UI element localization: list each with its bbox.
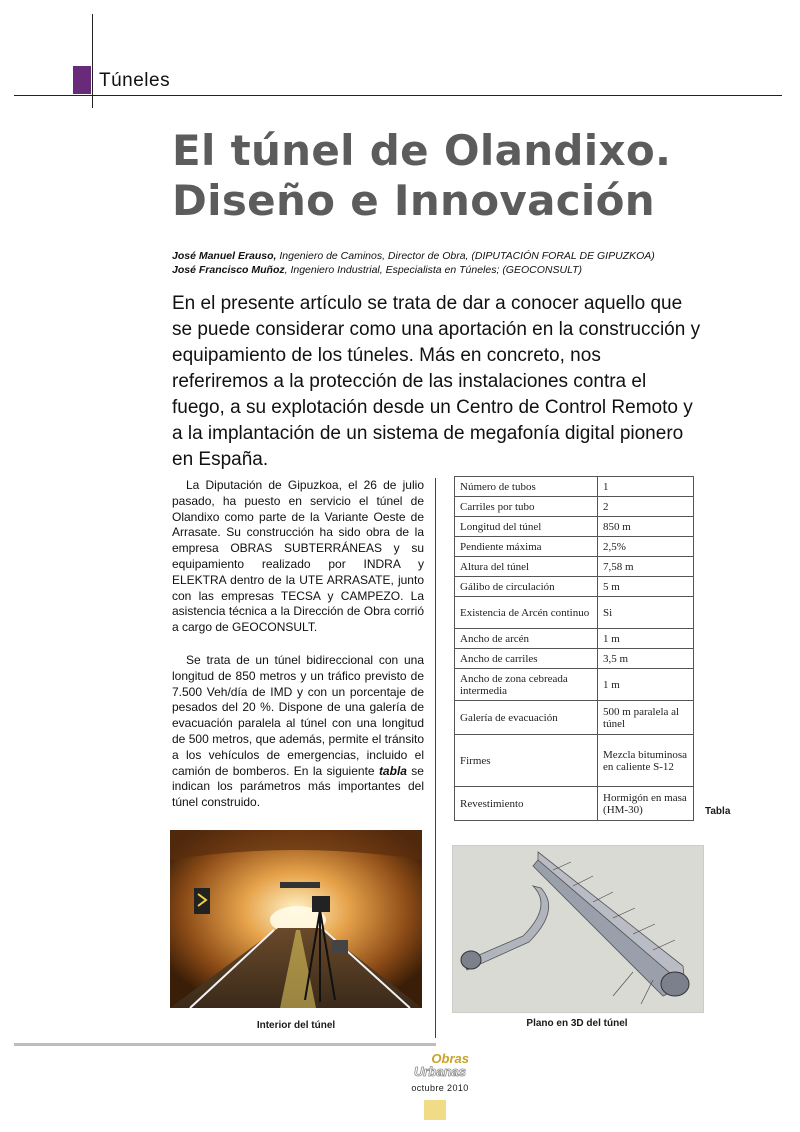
column-divider	[435, 478, 436, 1038]
table-param-cell: Existencia de Arcén continuo	[455, 597, 598, 629]
table-param-cell: Firmes	[455, 735, 598, 787]
table-param-cell: Pendiente máxima	[455, 537, 598, 557]
footer-rule	[14, 1043, 436, 1046]
page-number-box	[424, 1100, 446, 1120]
table-value-cell: 850 m	[598, 517, 694, 537]
header-vertical-rule	[92, 14, 93, 108]
author-2	[172, 263, 772, 277]
parameters-table	[454, 476, 694, 821]
table-row	[455, 701, 694, 735]
table-value-cell: 7,58 m	[598, 557, 694, 577]
table-row	[455, 735, 694, 787]
issue-date: octubre 2010	[411, 1083, 469, 1093]
table-param-cell: Número de tubos	[455, 477, 598, 497]
table-row	[455, 477, 694, 497]
section-color-marker	[73, 66, 91, 94]
table-value-cell: 5 m	[598, 577, 694, 597]
table-row	[455, 597, 694, 629]
table-value-cell: Mezcla bituminosa en caliente S-12	[598, 735, 694, 787]
table-value-cell: 3,5 m	[598, 649, 694, 669]
table-param-cell: Ancho de carriles	[455, 649, 598, 669]
interior-photo-caption: Interior del túnel	[256, 1020, 336, 1031]
table-param-cell: Gálibo de circulación	[455, 577, 598, 597]
title-line-1: El túnel de Olandixo.	[172, 126, 672, 175]
table-row	[455, 629, 694, 649]
table-param-cell: Galería de evacuación	[455, 701, 598, 735]
header-rule	[14, 95, 782, 96]
table-row	[455, 537, 694, 557]
table-param-cell: Ancho de zona cebreada intermedia	[455, 669, 598, 701]
table-param-cell: Ancho de arcén	[455, 629, 598, 649]
table-reference: tabla	[378, 763, 407, 778]
tunnel-3d-illustration	[453, 846, 703, 1012]
author-2-role: , Ingeniero Industrial, Especialista en Túneles; (GEOCONSULT)	[284, 264, 583, 276]
tunnel-3d-plan	[452, 845, 704, 1013]
parameters-table-body	[455, 477, 694, 821]
tunnel-interior-photo	[170, 830, 422, 1008]
table-value-cell: 2,5%	[598, 537, 694, 557]
table-value-cell: Hormigón en masa (HM-30)	[598, 787, 694, 821]
author-1-role: Ingeniero de Caminos, Director de Obra, (DIPUTACIÓN FORAL DE GIPUZKOA)	[276, 250, 655, 262]
table-value-cell: 2	[598, 497, 694, 517]
tunnel-interior-illustration	[170, 830, 422, 1008]
body-paragraph-2	[172, 653, 424, 811]
plan-3d-caption: Plano en 3D del túnel	[526, 1018, 628, 1029]
author-1	[172, 249, 772, 263]
author-list	[172, 249, 772, 277]
table-row	[455, 649, 694, 669]
section-label: Túneles	[99, 70, 171, 91]
body-paragraph-2-text-b: se indican los parámetros más importantes del túnel construido.	[172, 763, 424, 810]
author-1-name: José Manuel Erauso,	[172, 250, 277, 262]
table-row	[455, 497, 694, 517]
body-paragraph-1: La Diputación de Gipuzkoa, el 26 de julio pasado, ha puesto en servicio el túnel de Olandixo como parte de la Variante Oeste de Arrasate. Su construcción ha sido obra de la empresa OBRAS SUBTERRÁNEAS y su equipamiento realizado por INDRA y ELEKTRA dentro de la UTE ARRASATE, junto con las empresas TECSA y CAMPEZO. La asistencia técnica a la Dirección de Obra corrió a cargo de GEOCONSULT.	[172, 478, 424, 635]
table-row	[455, 557, 694, 577]
table-row	[455, 669, 694, 701]
lead-paragraph: En el presente artículo se trata de dar a conocer aquello que se puede considerar como una aportación en la construcción y equipamiento de los túneles. Más en concreto, nos referiremos a la protección de las instalaciones contra el fuego, a su explotación desde un Centro de Control Remoto y a la implantación de un sistema de megafonía digital pionero en España.	[172, 293, 701, 470]
body-paragraph-2-text-a: Se trata de un túnel bidireccional con una longitud de 850 metros y un tráfico previsto de 7.500 Veh/día de IMD y con un porcentaje de pesados del 20 %. Dispone de una galería de evacuación paralela al túnel con una longitud de 500 metros, que además, permite el tránsito a los vehículos de emergencias, incluido el camión de bomberos. En la siguiente	[172, 652, 424, 778]
table-row	[455, 577, 694, 597]
logo-line-1: Obras	[431, 1051, 469, 1066]
article-title	[172, 126, 772, 226]
table-row	[455, 787, 694, 821]
author-2-name: José Francisco Muñoz	[172, 264, 285, 276]
table-caption: Tabla	[705, 806, 731, 817]
table-value-cell: 1 m	[598, 669, 694, 701]
table-row	[455, 517, 694, 537]
table-value-cell: 1 m	[598, 629, 694, 649]
title-line-2: Diseño e Innovación	[172, 176, 655, 225]
table-param-cell: Altura del túnel	[455, 557, 598, 577]
table-value-cell: 1	[598, 477, 694, 497]
table-param-cell: Carriles por tubo	[455, 497, 598, 517]
table-param-cell: Longitud del túnel	[455, 517, 598, 537]
logo-line-2: Urbanas	[413, 1064, 467, 1079]
table-value-cell: 500 m paralela al túnel	[598, 701, 694, 735]
table-value-cell: Si	[598, 597, 694, 629]
body-column	[172, 478, 424, 828]
table-param-cell: Revestimiento	[455, 787, 598, 821]
magazine-logo	[395, 1053, 485, 1079]
